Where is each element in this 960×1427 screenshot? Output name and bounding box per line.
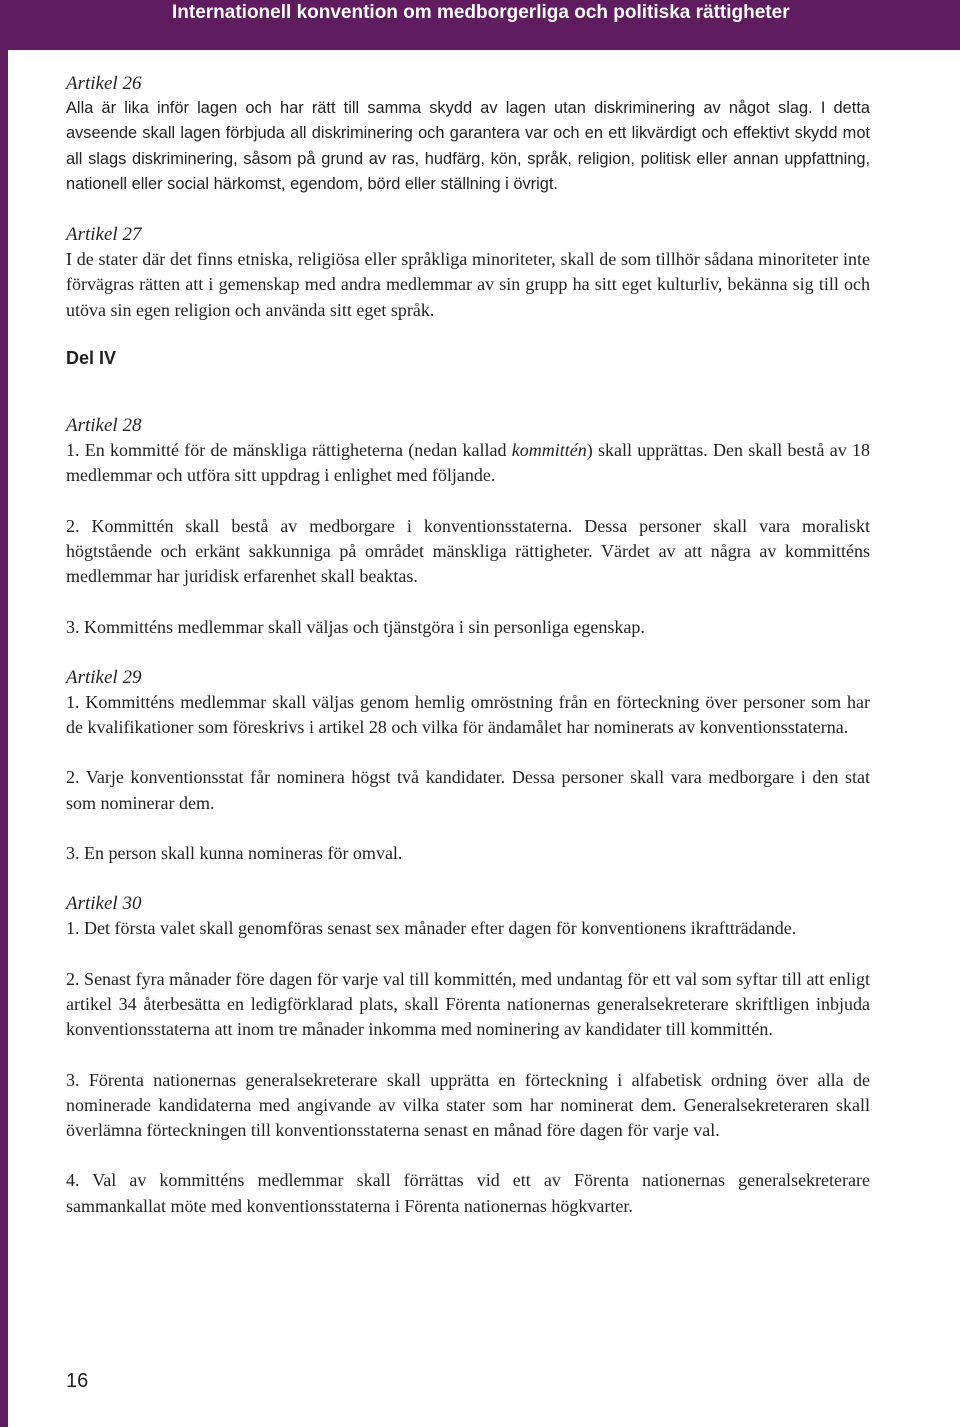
article-paragraph: 2. Senast fyra månader före dagen för varje val till kommittén, med undantag för ett val som syftar till att enligt artikel 34 återbesätta en ledigförklarad plats, skall Förenta nationernas generalsekreterare skriftligen inbjuda konventionsstaterna att inom tre månader inkomma med nominering av kandidater till kommittén. (66, 968, 870, 1040)
article-paragraph: 3. Förenta nationernas generalsekreterare skall upprätta en förteckning i alfabetisk ordning över alla de nominerade kandidaterna med angivande av vilka stater som har nominerat dem. Generalsekreteraren skall överlämna förteckningen till konventionsstaterna senast en månad före dagen för varje val. (66, 1069, 870, 1141)
article-paragraph: 2. Kommittén skall bestå av medborgare i konventionsstaterna. Dessa personer skall vara moraliskt högtstående och erkänt sakkunniga på området mänskliga rättigheter. Värdet av att några av kommitténs medlemmar har juridisk erfarenhet skall beaktas. (66, 515, 870, 587)
article-paragraph: 3. En person skall kunna nomineras för omval. (66, 843, 403, 864)
article-heading: Artikel 28 (66, 415, 142, 437)
article-28 (66, 413, 870, 640)
article-26 (66, 71, 870, 197)
article-paragraph: 4. Val av kommitténs medlemmar skall förrättas vid ett av Förenta nationernas generalsekreterare sammankallat möte med konventionsstaterna i Förenta nationernas högkvarter. (66, 1170, 870, 1216)
article-paragraph (66, 438, 870, 489)
article-heading: Artikel 27 (66, 224, 142, 246)
header-band (0, 0, 960, 50)
article-paragraph: 1. Kommitténs medlemmar skall väljas genom hemlig omröstning från en förteckning över personer som har de kvalifikationer som föreskrivs i artikel 28 och vilka för ändamålet har nominerats av konventionsstaterna. (66, 691, 870, 738)
article-29 (66, 665, 870, 866)
article-paragraph: Alla är lika inför lagen och har rätt till samma skydd av lagen utan diskriminering av något slag. I detta avseende skall lagen förbjuda all diskriminering och garantera var och en ett likvärdigt och effektivt skydd mot all slags diskriminering, såsom på grund av ras, hudfärg, kön, språk, religion, politisk eller annan uppfattning, nationell eller social härkomst, egendom, börd eller ställning i övrigt. (66, 99, 870, 193)
article-paragraph: 2. Varje konventionsstat får nominera högst två kandidater. Dessa personer skall vara medborgare i den stat som nominerar dem. (66, 767, 870, 813)
part-title: Del IV (66, 348, 117, 369)
article-heading: Artikel 29 (66, 666, 142, 688)
article-paragraph: I de stater där det finns etniska, religiösa eller språkliga minoriteter, skall de som tillhör sådana minoriteter inte förvägras rätten att i gemenskap med andra medlemmar av sin grupp ha sitt eget kulturliv, bekänna sig till och utöva sin egen religion och använda sitt eget språk. (66, 249, 870, 320)
article-heading: Artikel 30 (66, 893, 142, 915)
running-header-title: Internationell konvention om medborgerliga och politiska rättigheter (172, 2, 790, 23)
defined-term: kommittén (511, 440, 587, 461)
article-paragraph: 3. Kommitténs medlemmar skall väljas och tjänstgöra i sin personliga egenskap. (66, 616, 645, 637)
article-30 (66, 891, 870, 1219)
page-content (66, 71, 870, 1244)
paragraph-text: 1. En kommitté för de mänskliga rättigheterna (nedan kallad (66, 440, 512, 461)
left-accent-bar (0, 50, 8, 1427)
paragraph-text: ) skall upprättas. Den skall bestå av 18 medlemmar och utföra sitt uppdrag i enlighet med följande. (66, 440, 870, 486)
article-27 (66, 222, 870, 323)
article-heading: Artikel 26 (66, 73, 142, 94)
page-number: 16 (66, 1370, 89, 1392)
article-paragraph: 1. Det första valet skall genomföras senast sex månader efter dagen för konventionens ikraftträdande. (66, 918, 797, 939)
